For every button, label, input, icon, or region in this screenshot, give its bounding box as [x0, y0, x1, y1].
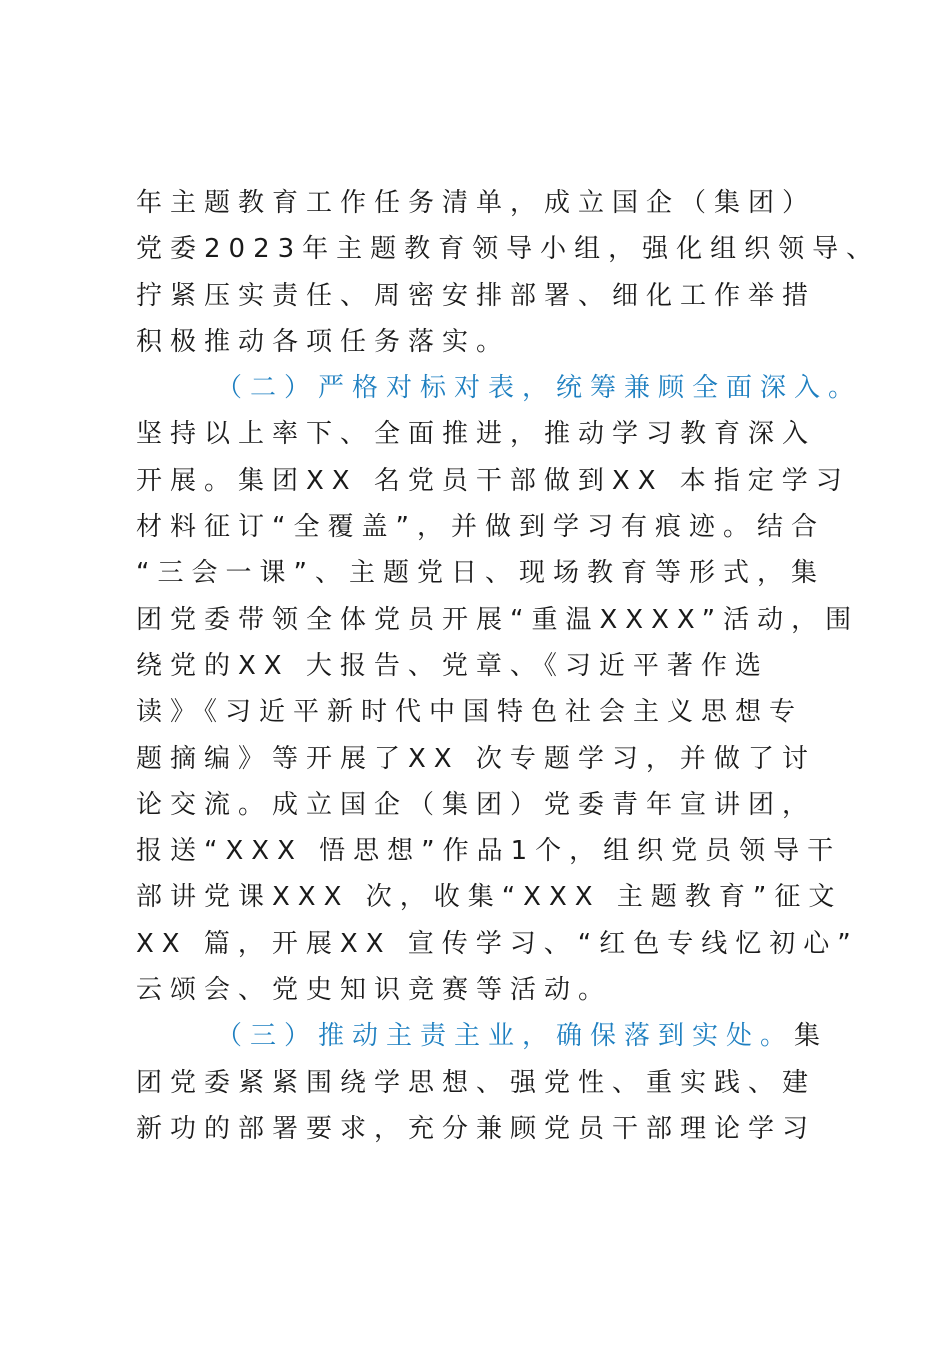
- section-heading-text: （三）推动主责主业，确保落到实处。: [216, 1021, 795, 1052]
- section-heading-line: [136, 365, 863, 411]
- paragraph-line: [136, 180, 836, 226]
- section-heading-line: [136, 1013, 836, 1059]
- body-text: “三会一课”、主题党日、现场教育等形式，集: [136, 558, 825, 589]
- body-text: 党委2023年主题教育领导小组，强化组织领导、: [136, 234, 881, 265]
- paragraph-line: [136, 550, 836, 596]
- document-body: [136, 180, 881, 1152]
- paragraph-line: [136, 504, 836, 550]
- body-text: 题摘编》等开展了XX 次专题学习，并做了讨: [136, 743, 816, 774]
- paragraph-line: [136, 273, 836, 319]
- paragraph-line: [136, 689, 836, 735]
- paragraph-line: [136, 782, 836, 828]
- paragraph-line: [136, 643, 836, 689]
- paragraph-line: [136, 319, 836, 365]
- body-text: 绕党的XX 大报告、党章、《习近平著作选: [136, 650, 769, 681]
- paragraph-line: [136, 458, 850, 504]
- body-text: XX 篇，开展XX 宣传学习、“红色专线忆初心”: [136, 928, 859, 959]
- body-text: 部讲党课XXX 次，收集“XXX 主题教育”征文: [136, 882, 843, 913]
- paragraph-line: [136, 226, 881, 272]
- paragraph-line: [136, 967, 836, 1013]
- body-text: 新功的部署要求，充分兼顾党员干部理论学习: [136, 1113, 817, 1144]
- body-text: 积极推动各项任务落实。: [136, 326, 511, 357]
- paragraph-line: [136, 736, 836, 782]
- paragraph-line: [136, 874, 843, 920]
- body-text: 年主题教育工作任务清单，成立国企（集团）: [136, 188, 817, 218]
- body-text: 开展。集团XX 名党员干部做到XX 本指定学习: [136, 465, 850, 496]
- body-text: 团党委带领全体党员开展“重温XXXX”活动，围: [136, 604, 860, 635]
- paragraph-line: [136, 597, 860, 643]
- paragraph-line: [136, 828, 842, 874]
- body-text: 报送“XXX 悟思想”作品1个，组织党员领导干: [136, 836, 842, 867]
- paragraph-line: [136, 411, 836, 457]
- section-heading-text: （二）严格对标对表，统筹兼顾全面深入。: [216, 373, 863, 404]
- body-text: 坚持以上率下、全面推进，推动学习教育深入: [136, 419, 817, 450]
- paragraph-line: [136, 1060, 836, 1106]
- body-text: 材料征订“全覆盖”，并做到学习有痕迹。结合: [136, 512, 825, 543]
- body-text: 读》《习近平新时代中国特色社会主义思想专: [136, 697, 804, 728]
- body-text: 拧紧压实责任、周密安排部署、细化工作举措: [136, 280, 817, 311]
- body-text: 论交流。成立国企（集团）党委青年宣讲团，: [136, 789, 817, 820]
- paragraph-line: [136, 1106, 836, 1152]
- body-text: 云颂会、党史知识竞赛等活动。: [136, 975, 613, 1006]
- paragraph-line: [136, 921, 859, 967]
- body-text: 集: [794, 1021, 829, 1052]
- body-text: 团党委紧紧围绕学思想、强党性、重实践、建: [136, 1067, 817, 1098]
